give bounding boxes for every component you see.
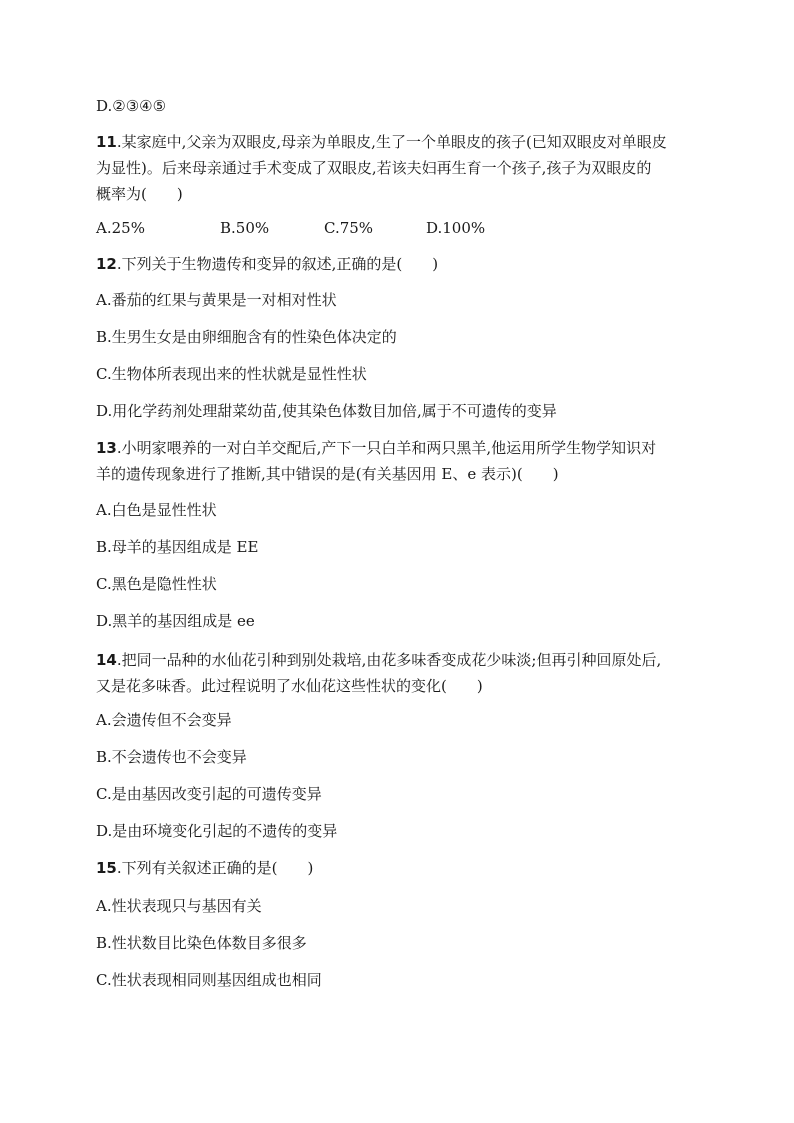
q14-option-d: D.是由环境变化引起的不遗传的变异 (96, 822, 338, 840)
q15-option-c: C.性状表现相同则基因组成也相同 (96, 971, 322, 989)
q12-option-c: C.生物体所表现出来的性状就是显性性状 (96, 365, 367, 383)
q12-stem: 12.下列关于生物遗传和变异的叙述,正确的是( ) (96, 255, 439, 273)
q13-option-d: D.黑羊的基因组成是 ee (96, 612, 255, 630)
q14-option-c: C.是由基因改变引起的可遗传变异 (96, 785, 322, 803)
q13-number: 13 (96, 439, 117, 457)
q11-number: 11 (96, 133, 117, 151)
q11-stem-line-3: 概率为( ) (96, 185, 183, 203)
q14-stem-line-1: 14.把同一品种的水仙花引种到别处栽培,由花多味香变成花少味淡;但再引种回原处后, (96, 651, 662, 669)
q14-number: 14 (96, 651, 117, 669)
q13-option-b: B.母羊的基因组成是 EE (96, 538, 259, 556)
q12-number: 12 (96, 255, 117, 273)
q11-stem-line-2: 为显性)。后来母亲通过手术变成了双眼皮,若该夫妇再生育一个孩子,孩子为双眼皮的 (96, 159, 652, 177)
q11-option-b: B.50% (220, 219, 270, 237)
q14-option-a: A.会遗传但不会变异 (96, 711, 232, 729)
q15-stem: 15.下列有关叙述正确的是( ) (96, 859, 314, 877)
q13-option-a: A.白色是显性性状 (96, 501, 217, 519)
q13-stem-line-1: 13.小明家喂养的一对白羊交配后,产下一只白羊和两只黑羊,他运用所学生物学知识对 (96, 439, 657, 457)
q12-option-a: A.番茄的红果与黄果是一对相对性状 (96, 291, 337, 309)
q15-option-a: A.性状表现只与基因有关 (96, 897, 262, 915)
q11-option-a: A.25% (96, 219, 145, 237)
q11-stem-line-1: 11.某家庭中,父亲为双眼皮,母亲为单眼皮,生了一个单眼皮的孩子(已知双眼皮对单眼皮 (96, 133, 667, 151)
q13-stem-line-2: 羊的遗传现象进行了推断,其中错误的是(有关基因用 E、e 表示)( ) (96, 465, 559, 483)
q10-option-d: D.②③④⑤ (96, 97, 167, 115)
q13-option-c: C.黑色是隐性性状 (96, 575, 217, 593)
q14-stem-line-2: 又是花多味香。此过程说明了水仙花这些性状的变化( ) (96, 677, 483, 695)
q11-option-d: D.100% (426, 219, 486, 237)
q14-option-b: B.不会遗传也不会变异 (96, 748, 247, 766)
q15-number: 15 (96, 859, 117, 877)
q15-option-b: B.性状数目比染色体数目多很多 (96, 934, 307, 952)
q12-option-b: B.生男生女是由卵细胞含有的性染色体决定的 (96, 328, 397, 346)
q12-option-d: D.用化学药剂处理甜菜幼苗,使其染色体数目加倍,属于不可遗传的变异 (96, 402, 557, 420)
q11-option-c: C.75% (324, 219, 374, 237)
